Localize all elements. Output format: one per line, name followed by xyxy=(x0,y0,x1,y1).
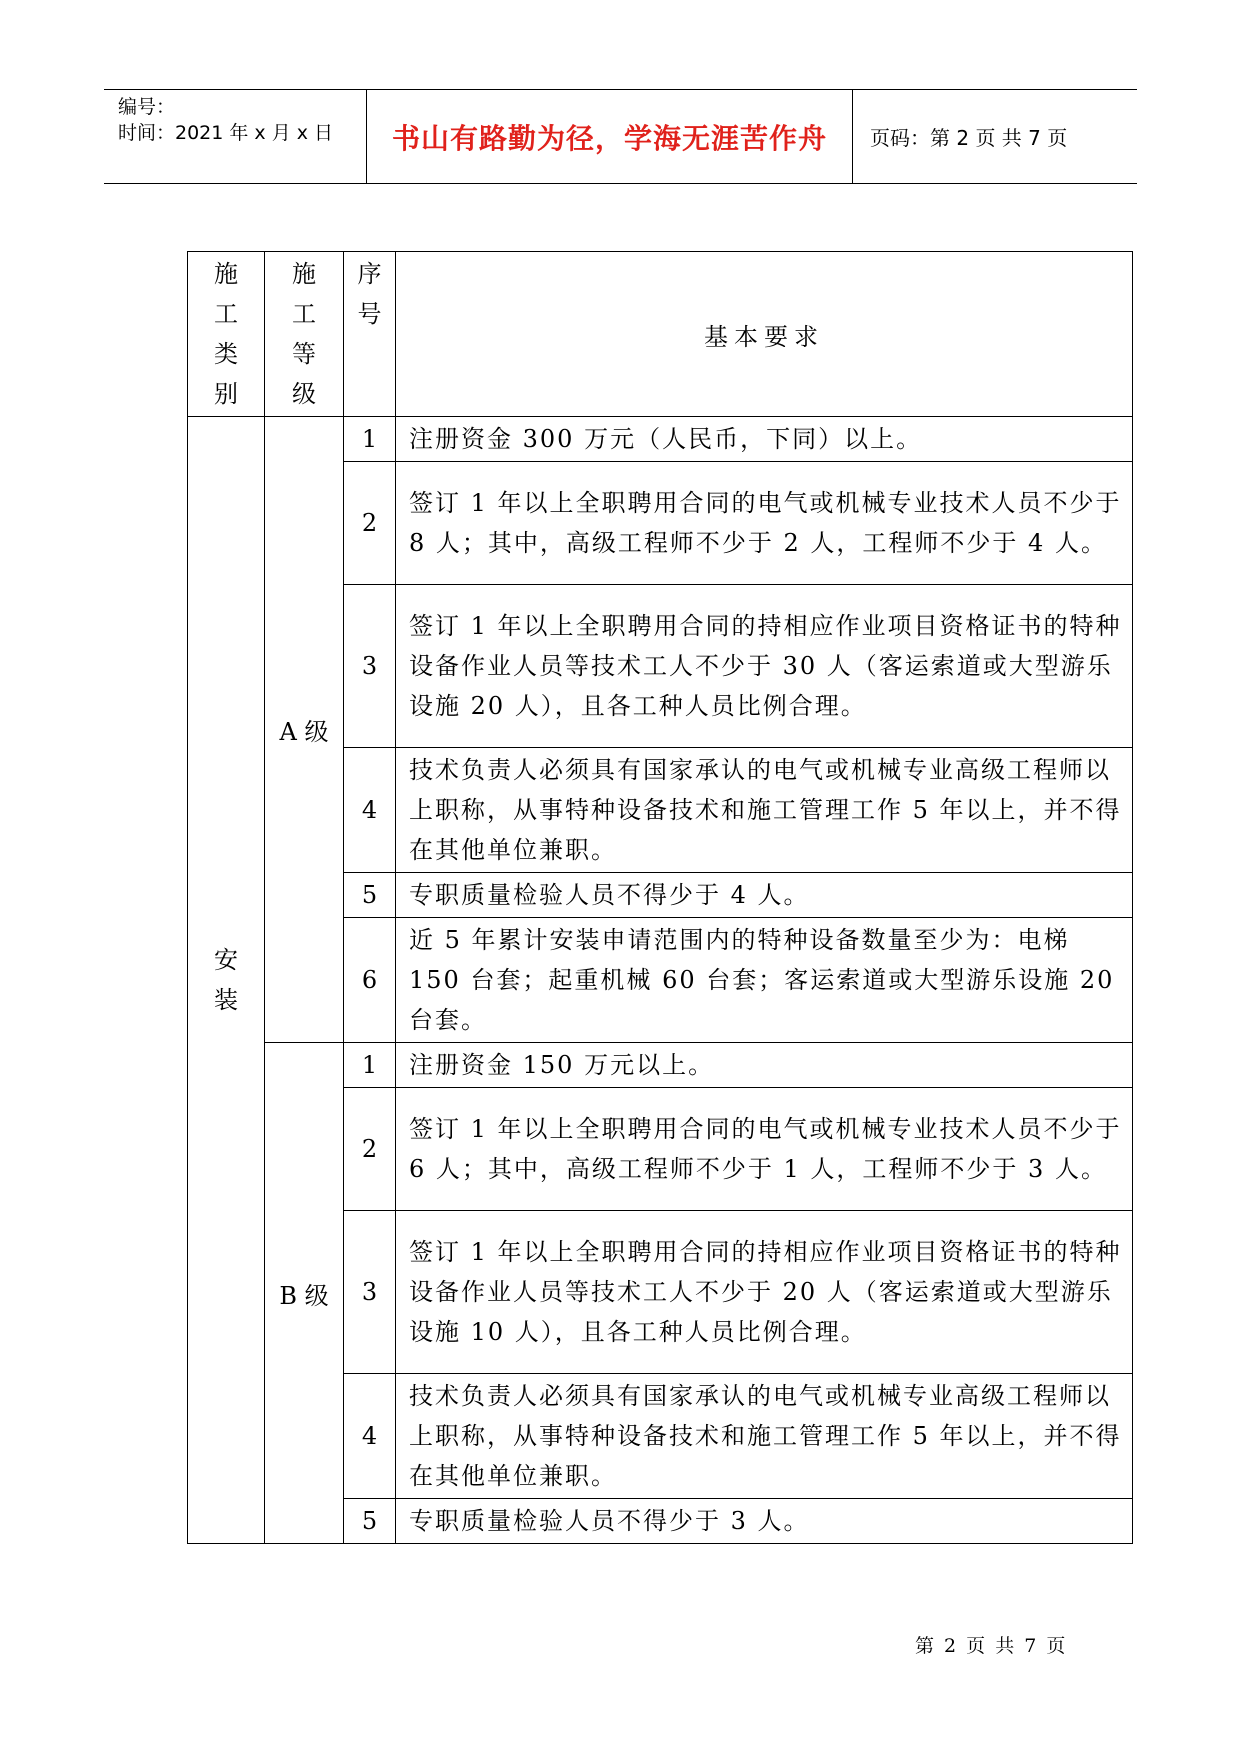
category-char: 安 xyxy=(214,946,238,974)
seq-cell: 5 xyxy=(344,873,396,918)
requirement-text: 技术负责人必须具有国家承认的电气或机械专业高级工程师以上职称，从事特种设备技术和施工管理工作 5 年以上，并不得在其他单位兼职。 xyxy=(396,748,1133,873)
header-category-char: 类 xyxy=(214,340,238,368)
motto: 书山有路勤为径，学海无涯苦作舟 xyxy=(391,121,827,155)
document-header xyxy=(104,89,1137,184)
header-grade-char: 级 xyxy=(292,380,316,408)
requirement-text: 签订 1 年以上全职聘用合同的持相应作业项目资格证书的特种设备作业人员等技术工人不少于 30 人（客运索道或大型游乐设施 20 人），且各工种人员比例合理。 xyxy=(396,585,1133,748)
seq-cell: 2 xyxy=(344,1088,396,1211)
header-seq-char: 号 xyxy=(357,300,382,328)
time-label: 时间：2021 年 x 月 x 日 xyxy=(118,122,334,144)
table-header-row xyxy=(188,252,1133,417)
header-meta xyxy=(104,90,367,183)
table-row xyxy=(188,417,1133,462)
requirement-text: 技术负责人必须具有国家承认的电气或机械专业高级工程师以上职称，从事特种设备技术和施工管理工作 5 年以上，并不得在其他单位兼职。 xyxy=(396,1374,1133,1499)
header-seq xyxy=(344,252,396,417)
header-category-char: 工 xyxy=(214,300,238,328)
category-char: 装 xyxy=(214,986,238,1014)
requirement-text: 签订 1 年以上全职聘用合同的电气或机械专业技术人员不少于 8 人；其中，高级工程师不少于 2 人，工程师不少于 4 人。 xyxy=(396,462,1133,585)
seq-cell: 3 xyxy=(344,1211,396,1374)
requirement-text: 专职质量检验人员不得少于 3 人。 xyxy=(396,1499,1133,1544)
header-seq-char: 序 xyxy=(357,260,382,288)
seq-cell: 2 xyxy=(344,462,396,585)
header-motto-cell xyxy=(367,90,853,183)
seq-cell: 1 xyxy=(344,417,396,462)
header-grade-char: 工 xyxy=(292,300,316,328)
header-category xyxy=(188,252,265,417)
seq-cell: 1 xyxy=(344,1043,396,1088)
requirement-text: 注册资金 300 万元（人民币，下同）以上。 xyxy=(396,417,1133,462)
grade-a-label: A 级 xyxy=(265,417,344,1043)
category-install xyxy=(188,417,265,1544)
header-grade-char: 施 xyxy=(292,260,316,288)
page-footer: 第 2 页 共 7 页 xyxy=(915,1635,1068,1657)
grade-b-label: B 级 xyxy=(265,1043,344,1544)
number-label: 编号： xyxy=(118,96,176,118)
header-grade xyxy=(265,252,344,417)
requirement-text: 近 5 年累计安装申请范围内的特种设备数量至少为：电梯 150 台套；起重机械 60 台套；客运索道或大型游乐设施 20 台套。 xyxy=(396,918,1133,1043)
requirements-table xyxy=(187,251,1133,1544)
requirement-text: 签订 1 年以上全职聘用合同的持相应作业项目资格证书的特种设备作业人员等技术工人不少于 20 人（客运索道或大型游乐设施 10 人），且各工种人员比例合理。 xyxy=(396,1211,1133,1374)
header-grade-char: 等 xyxy=(292,340,316,368)
header-basic-requirements: 基本要求 xyxy=(396,252,1133,417)
seq-cell: 5 xyxy=(344,1499,396,1544)
header-category-char: 施 xyxy=(214,260,238,288)
requirement-text: 注册资金 150 万元以上。 xyxy=(396,1043,1133,1088)
header-category-char: 别 xyxy=(214,380,238,408)
page-info: 页码：第 2 页 共 7 页 xyxy=(870,126,1068,150)
seq-cell: 4 xyxy=(344,748,396,873)
seq-cell: 6 xyxy=(344,918,396,1043)
requirement-text: 签订 1 年以上全职聘用合同的电气或机械专业技术人员不少于 6 人；其中，高级工程师不少于 1 人，工程师不少于 3 人。 xyxy=(396,1088,1133,1211)
requirement-text: 专职质量检验人员不得少于 4 人。 xyxy=(396,873,1133,918)
seq-cell: 4 xyxy=(344,1374,396,1499)
seq-cell: 3 xyxy=(344,585,396,748)
table-row xyxy=(188,1043,1133,1088)
header-page-cell xyxy=(853,90,1137,183)
